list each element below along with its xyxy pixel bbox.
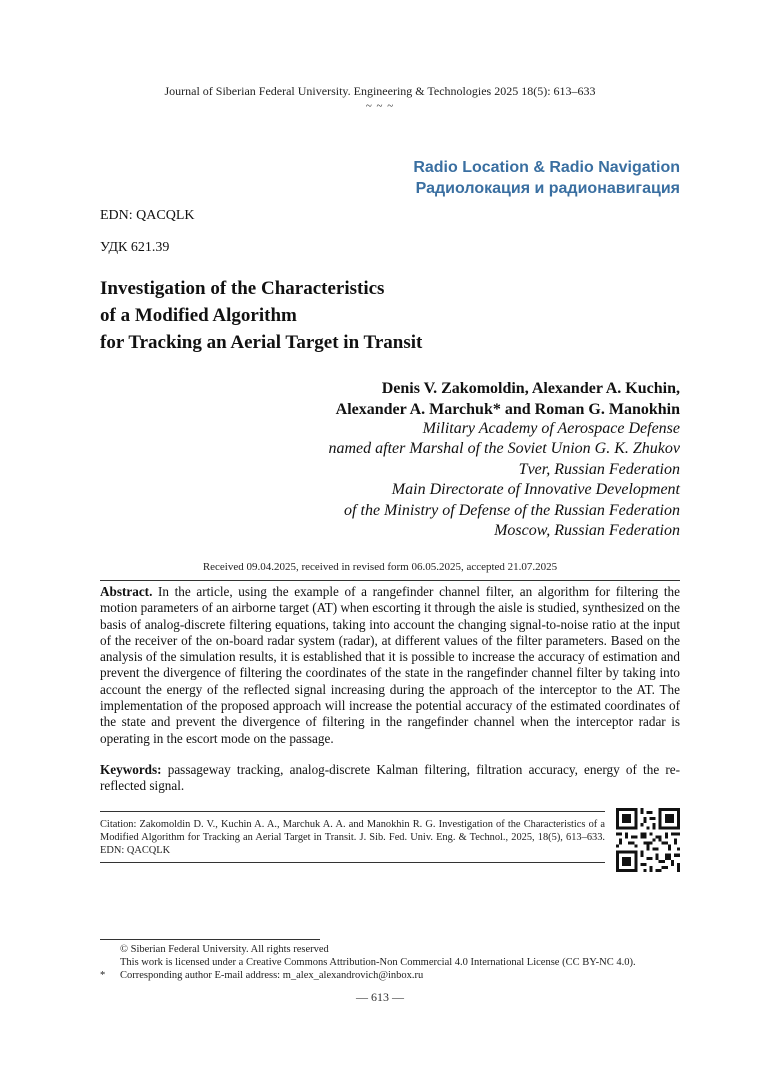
citation: Citation: Zakomoldin D. V., Kuchin A. A., Marchuk A. A. and Manokhin R. G. Investigation of the Characteristics of a Modified Algorithm for Tracking an Aerial Target in Transit. J. Sib. Fed. Univ. Eng. & Technol., 2025, 18(5), 613–633. EDN: QACQLK — [100, 819, 605, 857]
author-line: Alexander A. Marchuk* and Roman G. Manokhin — [335, 401, 680, 418]
journal-header: Journal of Siberian Federal University. Engineering & Technologies 2025 18(5): 613–633 — [164, 84, 596, 98]
affiliation-line: Military Academy of Aerospace Defense — [422, 420, 680, 437]
keywords-text: passageway tracking, analog-discrete Kalman filtering, filtration accuracy, energy of the re-reflected signal. — [100, 762, 680, 794]
footnote-license — [100, 956, 690, 969]
affiliation-line: Tver, Russian Federation — [518, 460, 680, 478]
section-title-en: Radio Location & Radio Navigation — [413, 159, 680, 176]
affiliation-line: Main Directorate of Innovative Development — [391, 481, 680, 499]
corresponding-email[interactable]: Corresponding author E-mail address: m_alex_alexandrovich@inbox.ru — [120, 970, 424, 981]
license-text: This work is licensed under a Creative Commons Attribution-Non Commercial 4.0 International License (CC BY-NC 4.0). — [120, 957, 636, 968]
paper-title-line: for Tracking an Aerial Target in Transit — [100, 332, 423, 353]
paper-title — [100, 275, 660, 356]
received-dates: Received 09.04.2025, received in revised form 06.05.2025, accepted 21.07.2025 — [202, 561, 558, 573]
copyright-text: © Siberian Federal University. All rights reserved — [120, 944, 329, 955]
affiliations — [328, 419, 680, 541]
divider — [100, 811, 605, 812]
edn-code: EDN: QACQLK — [100, 208, 195, 223]
udk-code: УДК 621.39 — [100, 240, 170, 255]
abstract-label: Abstract. — [100, 584, 153, 599]
affiliation-line: named after Marshal of the Soviet Union G. K. Zhukov — [328, 440, 680, 458]
header-ornament: ~ ~ ~ — [365, 100, 395, 112]
keywords — [100, 762, 680, 795]
keywords-label: Keywords: — [100, 762, 162, 777]
affiliation-line: Moscow, Russian Federation — [494, 522, 680, 540]
footnote-divider — [100, 939, 320, 940]
section-title-ru: Радиолокация и радионавигация — [415, 180, 680, 197]
author-list — [336, 378, 680, 420]
qr-code[interactable] — [616, 808, 680, 872]
affiliation-line: of the Ministry of Defense of the Russian Federation — [344, 501, 680, 519]
divider — [100, 580, 680, 581]
author-line: Denis V. Zakomoldin, Alexander A. Kuchin, — [381, 380, 680, 397]
paper-title-line: of a Modified Algorithm — [100, 305, 297, 326]
footnote-corresponding — [100, 969, 690, 982]
paper-title-line: Investigation of the Characteristics — [100, 278, 385, 299]
abstract — [100, 584, 680, 747]
footnote-copyright — [100, 943, 690, 956]
abstract-text: In the article, using the example of a rangefinder channel filter, an algorithm for filtering the motion parameters of an airborne target (AT) when escorting it through the aisle is studied, synthesized on the basis of analog-discrete filtering equations, taking into account the changing signal-to-noise ratio at the input of the receiver of the on-board radar system (radar), at different values of the filter parameters. Based on the analysis of the simulation results, it is established that it is possible to increase the accuracy of estimation and prevent the divergence of filtering the coordinates of the state in the rangefinder channel filter by taking into account the energy of the reflected signal increasing during the approach of the interceptor to the AT. The implementation of the proposed approach will increase the potential accuracy of the estimated coordinates of the state and prevent the divergence of filtering in the rangefinder channel when the interceptor radar is operating in the escort mode on the passage. — [100, 584, 680, 746]
divider — [100, 862, 605, 863]
asterisk-mark: * — [100, 970, 106, 981]
page-number: — 613 — — [356, 990, 404, 1004]
